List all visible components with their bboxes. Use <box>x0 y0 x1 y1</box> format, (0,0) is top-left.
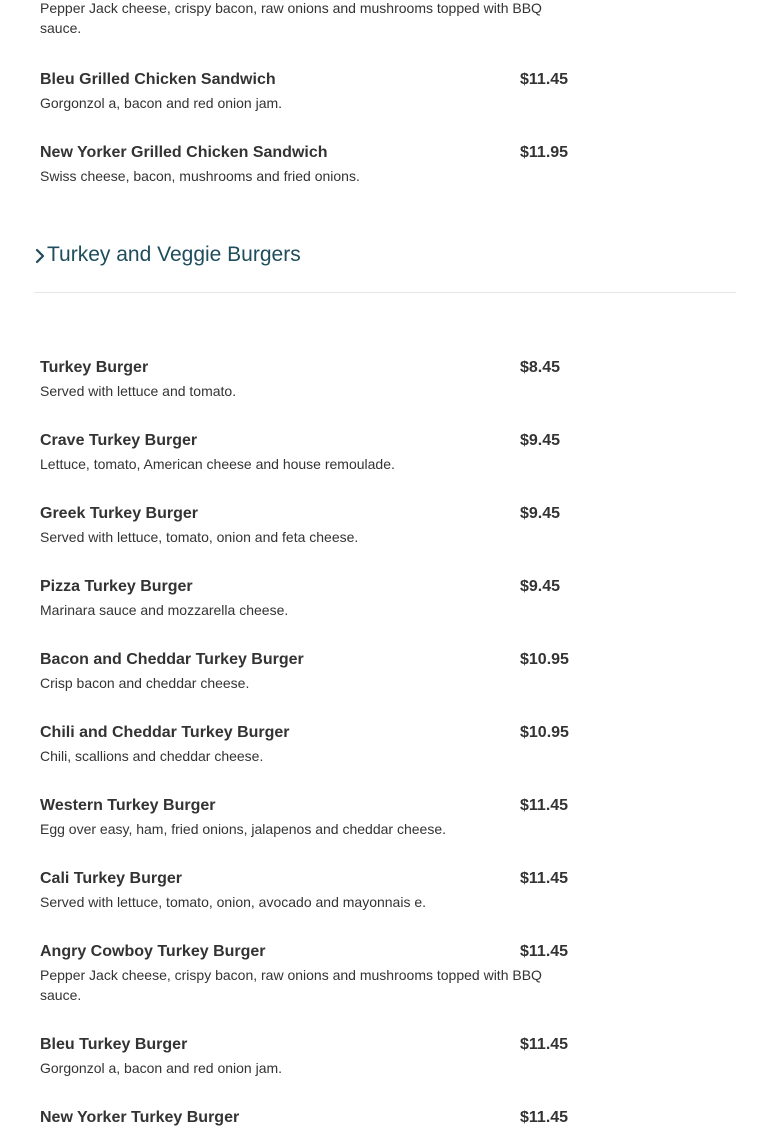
item-description: Egg over easy, ham, fried onions, jalapenos and cheddar cheese. <box>40 821 446 837</box>
item-price: $9.45 <box>520 578 561 595</box>
item-description: Pepper Jack cheese, crispy bacon, raw onions and mushrooms topped with BBQ sauce. <box>40 0 542 36</box>
item-price: $9.45 <box>520 505 561 522</box>
item-name: Turkey Burger <box>40 359 149 376</box>
item-name: Bacon and Cheddar Turkey Burger <box>40 651 304 668</box>
item-description: Crisp bacon and cheddar cheese. <box>40 675 250 691</box>
item-price: $10.95 <box>520 651 569 668</box>
item-price: $11.45 <box>520 1036 569 1053</box>
item-description: Pepper Jack cheese, crispy bacon, raw onions and mushrooms topped with BBQ sauce. <box>40 967 542 1003</box>
item-description: Marinara sauce and mozzarella cheese. <box>40 602 289 618</box>
item-description: Served with lettuce, tomato, onion and feta cheese. <box>40 529 359 545</box>
item-price: $9.45 <box>520 432 561 449</box>
item-name: Crave Turkey Burger <box>40 432 198 449</box>
section-title[interactable]: Turkey and Veggie Burgers <box>47 243 301 266</box>
item-description: Lettuce, tomato, American cheese and house remoulade. <box>40 456 395 472</box>
item-description: Served with lettuce and tomato. <box>40 383 237 399</box>
item-name: Bleu Turkey Burger <box>40 1036 188 1053</box>
item-name: Pizza Turkey Burger <box>40 578 193 595</box>
item-name: Western Turkey Burger <box>40 797 216 814</box>
item-name: Angry Cowboy Turkey Burger <box>40 943 266 960</box>
item-price: $10.95 <box>520 724 569 741</box>
section-header-turkey-veggie[interactable] <box>34 240 736 293</box>
item-description: Gorgonzol a, bacon and red onion jam. <box>40 1060 283 1076</box>
item-name: New Yorker Grilled Chicken Sandwich <box>40 144 328 161</box>
item-name: Cali Turkey Burger <box>40 870 182 887</box>
item-name: Chili and Cheddar Turkey Burger <box>40 724 290 741</box>
item-description: Served with lettuce, tomato, onion, avocado and mayonnais e. <box>40 894 427 910</box>
item-name: Greek Turkey Burger <box>40 505 198 522</box>
item-description: Chili, scallions and cheddar cheese. <box>40 748 264 764</box>
item-price: $11.45 <box>520 71 569 88</box>
item-price: $8.45 <box>520 359 561 376</box>
item-name: Bleu Grilled Chicken Sandwich <box>40 71 276 88</box>
item-description: Gorgonzol a, bacon and red onion jam. <box>40 95 283 111</box>
item-price: $11.45 <box>520 943 569 960</box>
item-price: $11.45 <box>520 870 569 887</box>
item-price: $11.45 <box>520 1109 569 1126</box>
item-name: New Yorker Turkey Burger <box>40 1109 240 1126</box>
item-description: Swiss cheese, bacon, mushrooms and fried onions. <box>40 168 360 184</box>
item-price: $11.95 <box>520 144 569 161</box>
chevron-right-icon <box>34 246 46 266</box>
item-price: $11.45 <box>520 797 569 814</box>
